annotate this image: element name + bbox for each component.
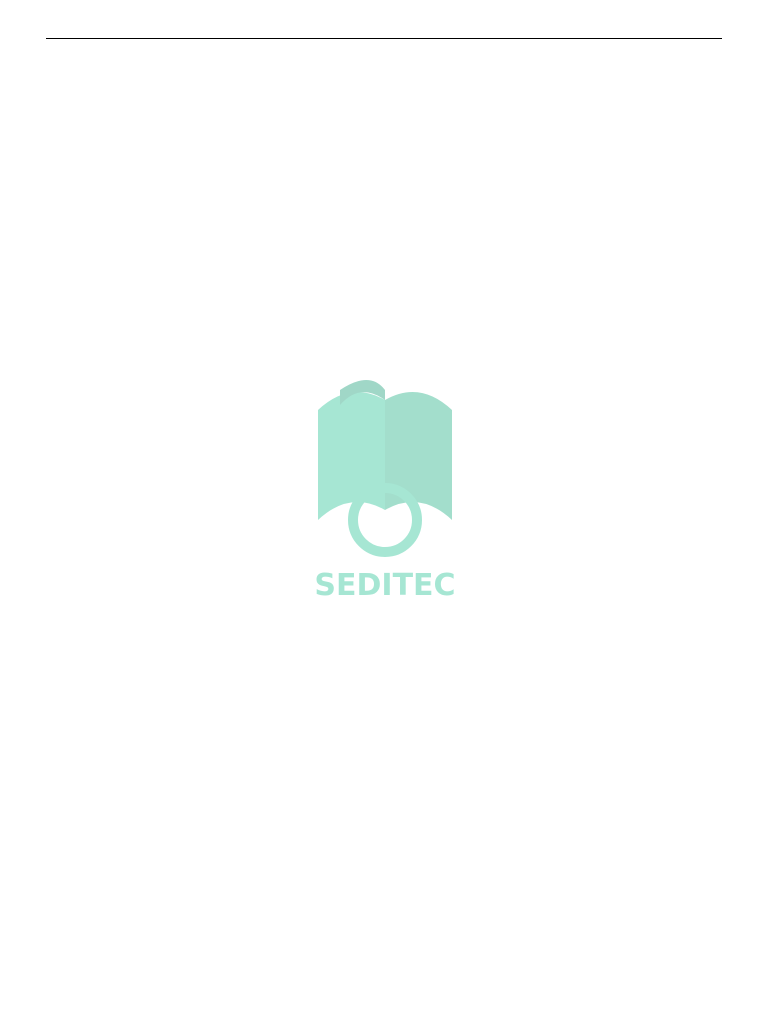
svg-text:SEDITEC: SEDITEC [314,568,456,603]
header-course-title [46,17,52,35]
page-header [46,14,722,39]
watermark-logo [300,370,470,620]
